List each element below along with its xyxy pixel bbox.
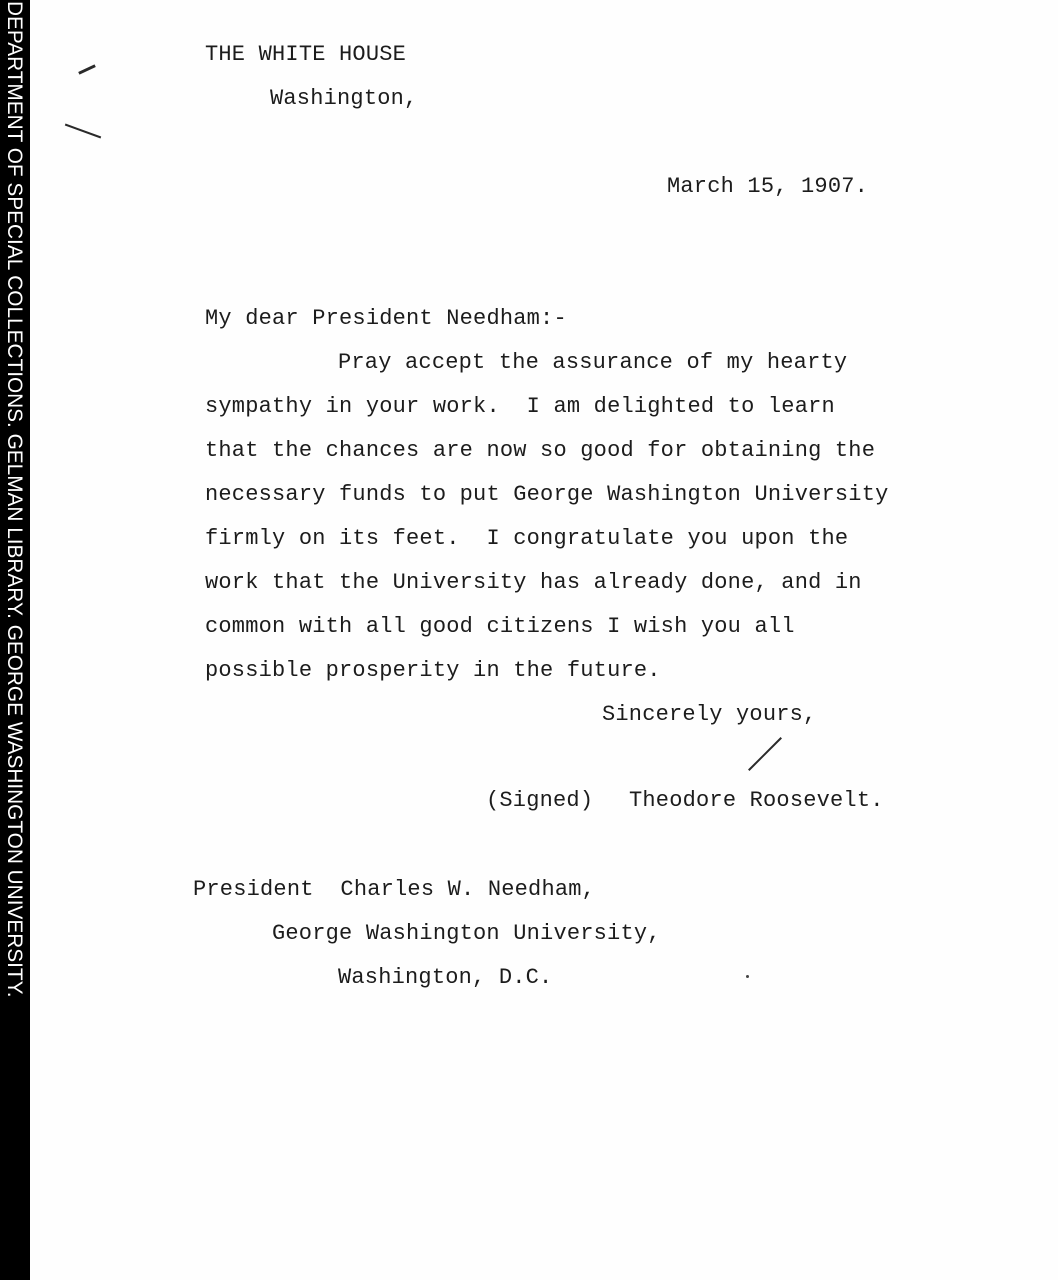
body-line-2: sympathy in your work. I am delighted to learn — [205, 394, 835, 419]
letter-page — [30, 0, 1058, 1280]
body-line-3: that the chances are now so good for obtaining the — [205, 438, 876, 463]
letterhead-city: Washington, — [270, 86, 418, 111]
body-line-1: Pray accept the assurance of my hearty — [338, 350, 848, 375]
body-line-7: common with all good citizens I wish you all — [205, 614, 795, 639]
archive-band — [0, 0, 30, 1280]
recipient-city: Washington, D.C. — [338, 965, 553, 990]
archive-credit-text: DEPARTMENT OF SPECIAL COLLECTIONS. GELMAN LIBRARY. GEORGE WASHINGTON UNIVERSITY. — [3, 1, 26, 998]
signature-check-mark — [748, 737, 782, 771]
stray-mark-middle — [65, 124, 101, 139]
body-line-8: possible prosperity in the future. — [205, 658, 661, 683]
stray-mark-top — [78, 64, 96, 74]
body-line-4: necessary funds to put George Washington University — [205, 482, 889, 507]
closing: Sincerely yours, — [602, 702, 817, 727]
recipient-name: President Charles W. Needham, — [193, 877, 596, 902]
body-line-5: firmly on its feet. I congratulate you upon the — [205, 526, 849, 551]
signature-name: Theodore Roosevelt. — [629, 788, 884, 813]
recipient-institution: George Washington University, — [272, 921, 661, 946]
salutation: My dear President Needham:- — [205, 306, 567, 331]
letter-date: March 15, 1907. — [667, 174, 869, 199]
letterhead-title: THE WHITE HOUSE — [205, 42, 407, 67]
signed-label: (Signed) — [486, 788, 594, 813]
body-line-6: work that the University has already done, and in — [205, 570, 862, 595]
stray-speck — [746, 975, 749, 978]
